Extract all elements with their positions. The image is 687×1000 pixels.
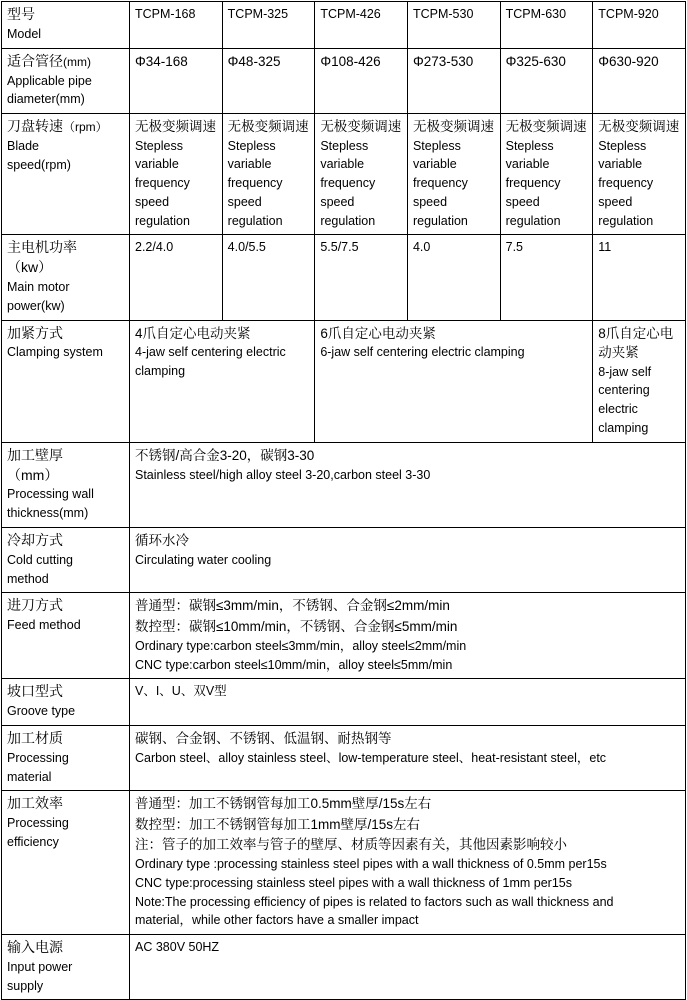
table-row-efficiency bbox=[2, 791, 686, 935]
material-value-cn: 碳钢、合金钢、不锈钢、低温钢、耐热钢等 bbox=[135, 730, 392, 746]
row-label-motor-power-cn: 主电机功率 bbox=[7, 239, 77, 256]
table-row-groove-type bbox=[2, 679, 686, 726]
row-label-blade-speed-en1: Blade bbox=[7, 138, 39, 153]
table-row-motor-power bbox=[2, 235, 686, 320]
row-label-cooling bbox=[2, 527, 130, 592]
model-value: TCPM-630 bbox=[505, 7, 567, 21]
motor-power-value: 11 bbox=[598, 240, 612, 255]
model-cell-2 bbox=[315, 2, 408, 49]
row-label-feed-method bbox=[2, 593, 130, 679]
model-value: TCPM-168 bbox=[135, 7, 196, 21]
feed-method-line: Ordinary type:carbon steel≤3mm/min，alloy steel≤2mm/min bbox=[135, 638, 467, 653]
pipe-diameter-value: Φ325-630 bbox=[505, 53, 566, 69]
pipe-diameter-cell-0 bbox=[130, 48, 223, 113]
input-power-value: AC 380V 50HZ bbox=[135, 940, 220, 955]
row-label-pipe-diameter bbox=[2, 48, 130, 113]
row-label-motor-power-cn-unit: （kw） bbox=[7, 259, 53, 276]
table-row-model bbox=[2, 2, 686, 49]
row-label-pipe-diameter-cn bbox=[7, 52, 124, 72]
blade-speed-value-en: Stepless variable frequency speed regulation bbox=[227, 138, 283, 228]
cooling-value-cn: 循环水冷 bbox=[135, 532, 189, 548]
row-label-efficiency bbox=[2, 791, 130, 935]
material-cell bbox=[130, 725, 686, 790]
pipe-diameter-cell-2 bbox=[315, 48, 408, 113]
groove-type-value: V、I、U、双V型 bbox=[135, 684, 227, 699]
clamping-cell-8jaw bbox=[593, 320, 686, 442]
feed-method-line: 普通型：碳钢≤3mm/min，不锈钢、合金钢≤2mm/min bbox=[135, 598, 450, 614]
motor-power-value: 5.5/7.5 bbox=[320, 240, 359, 255]
pipe-diameter-cell-5 bbox=[593, 48, 686, 113]
pipe-diameter-cell-4 bbox=[500, 48, 593, 113]
row-label-material-cn: 加工材质 bbox=[7, 729, 63, 746]
specification-table bbox=[1, 1, 686, 1000]
blade-speed-value-cn: 无极变频调速 bbox=[598, 119, 680, 134]
row-label-motor-power bbox=[2, 235, 130, 320]
blade-speed-cell-4 bbox=[500, 114, 593, 235]
blade-speed-cell-1 bbox=[222, 114, 315, 235]
model-cell-1 bbox=[222, 2, 315, 49]
motor-power-cell-0 bbox=[130, 235, 223, 320]
input-power-cell bbox=[130, 935, 686, 1000]
row-label-blade-speed-cn bbox=[7, 117, 124, 137]
pipe-diameter-value: Φ273-530 bbox=[412, 53, 474, 69]
row-label-material-en1: Processing bbox=[7, 750, 69, 765]
pipe-diameter-value: Φ48-325 bbox=[227, 53, 281, 69]
row-label-model-en: Model bbox=[7, 26, 42, 41]
row-label-material bbox=[2, 725, 130, 790]
model-cell-3 bbox=[407, 2, 500, 49]
row-label-input-power-en1: Input power bbox=[7, 959, 73, 974]
efficiency-line-cn: 普通型：加工不锈钢管每加工0.5mm壁厚/15s左右 bbox=[135, 796, 432, 812]
efficiency-line-en: CNC type:processing stainless steel pipes with a wall thickness of 1mm per15s bbox=[135, 875, 572, 890]
groove-type-cell bbox=[130, 679, 686, 726]
pipe-diameter-cn-text: 适合管径 bbox=[7, 52, 63, 69]
model-cell-5 bbox=[593, 2, 686, 49]
efficiency-cell bbox=[130, 791, 686, 935]
pipe-diameter-cell-3 bbox=[407, 48, 500, 113]
row-label-model bbox=[2, 2, 130, 49]
wall-thickness-cell bbox=[130, 442, 686, 527]
blade-speed-value-en: Stepless variable frequency speed regulation bbox=[135, 138, 190, 228]
row-label-feed-method-en: Feed method bbox=[7, 618, 81, 633]
blade-speed-value-cn: 无极变频调速 bbox=[135, 119, 216, 134]
row-label-clamping-cn: 加紧方式 bbox=[7, 324, 63, 341]
model-value: TCPM-426 bbox=[320, 7, 381, 21]
motor-power-cell-5 bbox=[593, 235, 686, 320]
blade-speed-value-en: Stepless variable frequency speed regulation bbox=[505, 138, 561, 228]
efficiency-line-cn: 数控型：加工不锈钢管每加工1mm壁厚/15s左右 bbox=[135, 816, 421, 832]
row-label-wall-thickness bbox=[2, 442, 130, 527]
table-row-feed-method bbox=[2, 593, 686, 679]
clamping-cell-6jaw bbox=[315, 320, 593, 442]
blade-speed-value-cn: 无极变频调速 bbox=[227, 119, 309, 134]
pipe-diameter-cn-unit: (mm) bbox=[63, 54, 91, 69]
row-label-pipe-diameter-en2: diameter(mm) bbox=[7, 92, 85, 107]
motor-power-cell-1 bbox=[222, 235, 315, 320]
efficiency-line-en: Ordinary type :processing stainless steel pipes with a wall thickness of 0.5mm per15s bbox=[135, 857, 607, 872]
clamping-value-en: 4-jaw self centering electric clamping bbox=[135, 345, 286, 378]
motor-power-value: 4.0/5.5 bbox=[227, 240, 266, 255]
row-label-blade-speed-en2: speed(rpm) bbox=[7, 157, 71, 172]
row-label-feed-method-cn: 进刀方式 bbox=[7, 597, 63, 614]
efficiency-line-cn: 注：管子的加工效率与管子的壁厚、材质等因素有关，其他因素影响较小 bbox=[135, 836, 567, 852]
row-label-blade-speed bbox=[2, 114, 130, 235]
blade-speed-cell-5 bbox=[593, 114, 686, 235]
efficiency-line-en: material，while other factors have a smaller impact bbox=[135, 913, 419, 928]
feed-method-cell bbox=[130, 593, 686, 679]
row-label-groove-type bbox=[2, 679, 130, 726]
clamping-value-cn: 8爪自定心电动夹紧 bbox=[598, 325, 674, 361]
pipe-diameter-value: Φ34-168 bbox=[135, 53, 188, 69]
blade-speed-cell-3 bbox=[407, 114, 500, 235]
model-cell-4 bbox=[500, 2, 593, 49]
blade-speed-cell-2 bbox=[315, 114, 408, 235]
row-label-groove-type-en: Groove type bbox=[7, 704, 76, 719]
table-row-blade-speed bbox=[2, 114, 686, 235]
clamping-value-cn: 6爪自定心电动夹紧 bbox=[320, 325, 436, 341]
row-label-input-power-cn: 输入电源 bbox=[7, 939, 63, 956]
blade-speed-value-en: Stepless variable frequency speed regulation bbox=[320, 138, 376, 228]
table-row-wall-thickness bbox=[2, 442, 686, 527]
cooling-value-en: Circulating water cooling bbox=[135, 552, 272, 567]
row-label-groove-type-cn: 坡口型式 bbox=[7, 683, 63, 700]
table-row-pipe-diameter bbox=[2, 48, 686, 113]
blade-speed-value-en: Stepless variable frequency speed regulation bbox=[412, 138, 468, 228]
row-label-clamping-en: Clamping system bbox=[7, 345, 103, 360]
table-row-clamping bbox=[2, 320, 686, 442]
motor-power-cell-2 bbox=[315, 235, 408, 320]
blade-speed-value-cn: 无极变频调速 bbox=[505, 119, 587, 134]
row-label-wall-thickness-cn: 加工壁厚 bbox=[7, 446, 63, 463]
efficiency-line-en: Note:The processing efficiency of pipes is related to factors such as wall thickness and bbox=[135, 894, 614, 909]
model-value: TCPM-530 bbox=[412, 7, 474, 21]
row-label-clamping bbox=[2, 320, 130, 442]
row-label-wall-thickness-en2: thickness(mm) bbox=[7, 506, 89, 521]
blade-speed-value-cn: 无极变频调速 bbox=[412, 119, 494, 134]
motor-power-cell-4 bbox=[500, 235, 593, 320]
pipe-diameter-value: Φ630-920 bbox=[598, 53, 659, 69]
blade-speed-value-cn: 无极变频调速 bbox=[320, 119, 402, 134]
feed-method-line: CNC type:carbon steel≤10mm/min，alloy steel≤5mm/min bbox=[135, 657, 453, 672]
cooling-cell bbox=[130, 527, 686, 592]
row-label-input-power-en2: supply bbox=[7, 978, 44, 993]
motor-power-cell-3 bbox=[407, 235, 500, 320]
row-label-material-en2: material bbox=[7, 769, 52, 784]
pipe-diameter-value: Φ108-426 bbox=[320, 53, 381, 69]
wall-thickness-value-en: Stainless steel/high alloy steel 3-20,carbon steel 3-30 bbox=[135, 467, 431, 482]
model-cell-0 bbox=[130, 2, 223, 49]
blade-speed-cell-0 bbox=[130, 114, 223, 235]
row-label-cooling-en1: Cold cutting bbox=[7, 552, 74, 567]
row-label-wall-thickness-cn-unit: （mm） bbox=[7, 466, 59, 483]
clamping-value-cn: 4爪自定心电动夹紧 bbox=[135, 325, 251, 341]
row-label-motor-power-en1: Main motor bbox=[7, 280, 70, 295]
row-label-cooling-cn: 冷却方式 bbox=[7, 531, 63, 548]
motor-power-value: 2.2/4.0 bbox=[135, 240, 174, 255]
model-value: TCPM-325 bbox=[227, 7, 289, 21]
pipe-diameter-cell-1 bbox=[222, 48, 315, 113]
feed-method-line: 数控型：碳钢≤10mm/min，不锈钢、合金钢≤5mm/min bbox=[135, 618, 458, 634]
material-value-en: Carbon steel、alloy stainless steel、low-temperature steel、heat-resistant steel，etc bbox=[135, 750, 607, 765]
clamping-cell-4jaw bbox=[130, 320, 315, 442]
blade-speed-cn-text: 刀盘转速 bbox=[7, 118, 63, 134]
row-label-efficiency-en1: Processing bbox=[7, 816, 69, 831]
table-row-material bbox=[2, 725, 686, 790]
row-label-wall-thickness-en1: Processing wall bbox=[7, 487, 94, 502]
row-label-efficiency-en2: efficiency bbox=[7, 834, 59, 849]
row-label-cooling-en2: method bbox=[7, 571, 49, 586]
blade-speed-value-en: Stepless variable frequency speed regulation bbox=[598, 138, 654, 228]
blade-speed-cn-unit: （rpm） bbox=[63, 120, 108, 134]
row-label-model-cn: 型号 bbox=[7, 6, 35, 22]
row-label-motor-power-en2: power(kw) bbox=[7, 298, 65, 313]
table-row-input-power bbox=[2, 935, 686, 1000]
row-label-efficiency-cn: 加工效率 bbox=[7, 795, 63, 812]
motor-power-value: 4.0 bbox=[412, 240, 431, 255]
table-row-cooling bbox=[2, 527, 686, 592]
row-label-input-power bbox=[2, 935, 130, 1000]
row-label-pipe-diameter-en1: Applicable pipe bbox=[7, 73, 92, 88]
motor-power-value: 7.5 bbox=[505, 240, 524, 255]
clamping-value-en: 8-jaw self centering electric clamping bbox=[598, 364, 652, 435]
model-value: TCPM-920 bbox=[598, 7, 659, 21]
clamping-value-en: 6-jaw self centering electric clamping bbox=[320, 345, 525, 360]
wall-thickness-value-cn: 不锈钢/高合金3-20，碳钢3-30 bbox=[135, 447, 315, 463]
